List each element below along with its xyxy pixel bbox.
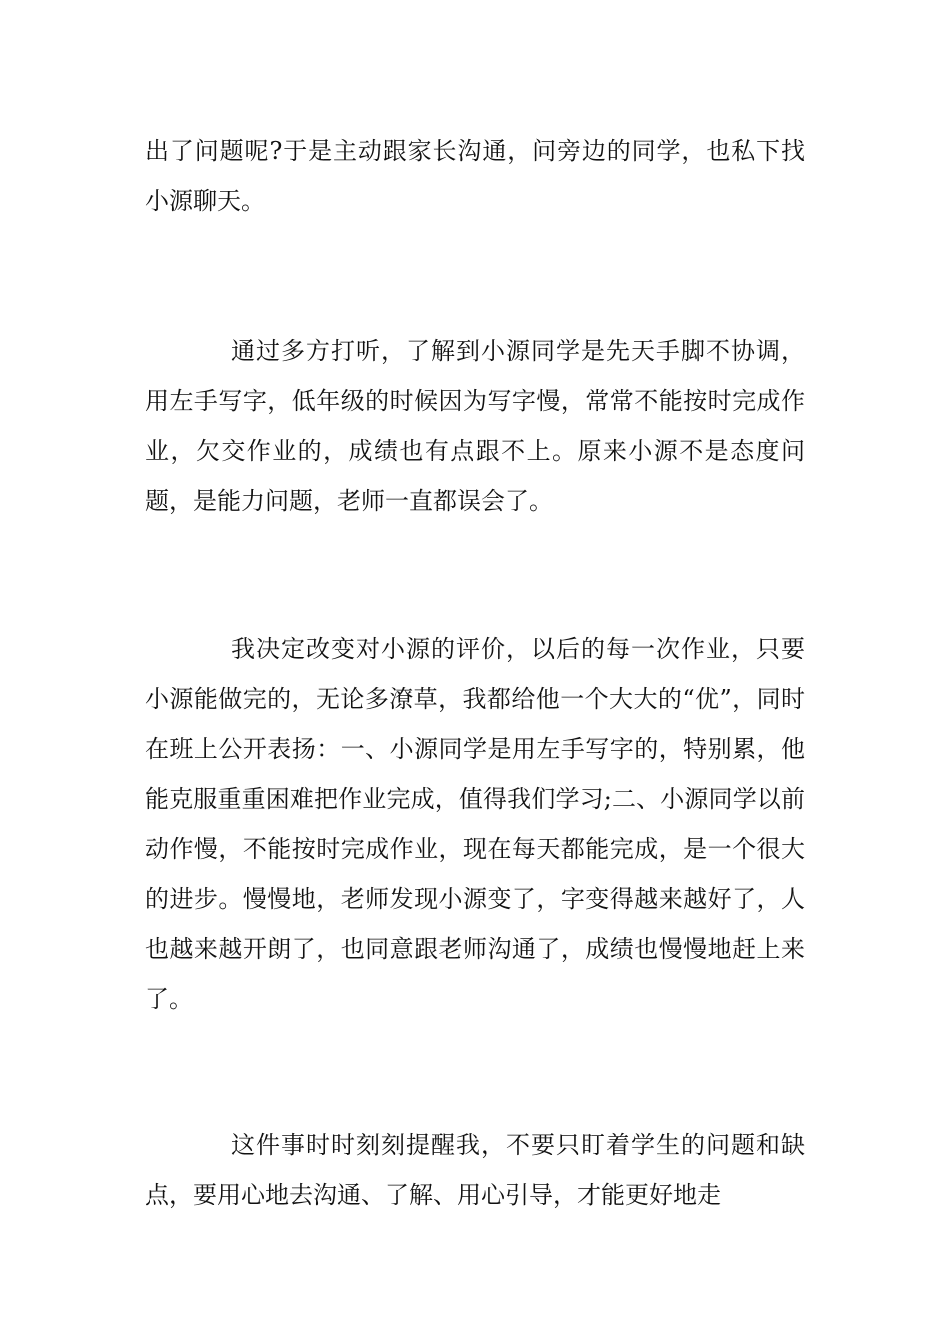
paragraph-2: 通过多方打听，了解到小源同学是先天手脚不协调，用左手写字，低年级的时候因为写字慢，常常不能按时完成作业，欠交作业的，成绩也有点跟不上。原来小源不是态度问题，是能力问题，老师一直都误会了。 [145, 337, 805, 515]
paragraph-1: 出了问题呢?于是主动跟家长沟通，问旁边的同学，也私下找小源聊天。 [145, 137, 805, 215]
paragraph-3: 我决定改变对小源的评价，以后的每一次作业，只要小源能做完的，无论多潦草，我都给他一个大大的“优”，同时在班上公开表扬：一、小源同学是用左手写字的，特别累，他能克服重重困难把作业完成，值得我们学习;二、小源同学以前动作慢，不能按时完成作业，现在每天都能完成，是一个很大的进步。慢慢地，老师发现小源变了，字变得越来越好了，人也越来越开朗了，也同意跟老师沟通了，成绩也慢慢地赶上来了。 [145, 635, 805, 1013]
paragraph-4: 这件事时时刻刻提醒我，不要只盯着学生的问题和缺点，要用心地去沟通、了解、用心引导，才能更好地走 [145, 1131, 805, 1209]
